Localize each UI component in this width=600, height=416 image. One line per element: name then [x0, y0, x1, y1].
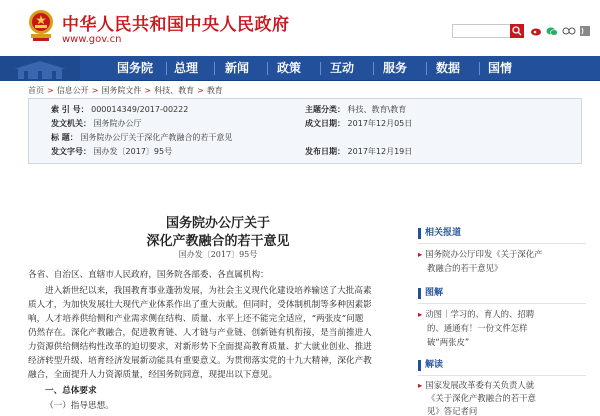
article-paragraph-line: 仍然存在。深化产教融合，促进教育链、人才链与产业链、创新链有机衔接，是当前推进人	[28, 328, 372, 338]
document-info-table	[28, 98, 582, 164]
national-emblem-logo[interactable]	[28, 8, 54, 42]
tiananmen-banner-icon	[0, 56, 80, 81]
sidebar-illustration-item-cont[interactable]: 的、通通有！一份文件怎样	[427, 323, 528, 333]
info-pubdate-row	[305, 146, 412, 157]
article-doc-number: 国办发〔2017〕95号	[178, 250, 258, 259]
info-title-label: 标 题：	[51, 133, 78, 142]
nav-item-news[interactable]: 新闻	[224, 61, 249, 75]
info-index-row	[51, 104, 188, 115]
sidebar-illustration-item-cont[interactable]: 破“两张皮”	[427, 337, 470, 347]
breadcrumb-state-council-docs[interactable]: 国务院文件	[101, 86, 142, 95]
sidebar-related-item[interactable]: ▸ 国务院办公厅印发《关于深化产	[418, 249, 543, 259]
sidebar-divider	[418, 303, 586, 304]
nav-item-national-conditions[interactable]: 国情	[487, 61, 512, 75]
nav-item-policy[interactable]: 政策	[276, 61, 301, 75]
info-docno-value: 国办发〔2017〕95号	[93, 147, 173, 156]
search-input[interactable]	[452, 24, 512, 38]
wechat-icon[interactable]	[546, 26, 558, 36]
article-paragraph-line: 融合，全面提升人力资源质量，经国务院同意，现提出以下意见。	[28, 370, 278, 380]
rss-icon[interactable]	[580, 26, 590, 36]
info-title-row	[51, 132, 232, 143]
bullet-arrow-icon: ▸	[418, 309, 423, 319]
sidebar-illustration-title: 图解	[418, 288, 443, 299]
article-subsection-heading: （一）指导思想。	[45, 401, 114, 411]
info-docno-row	[51, 146, 172, 157]
info-docno-label: 发文字号：	[51, 147, 91, 156]
article-title-line2: 深化产教融合的若干意见	[146, 234, 290, 249]
article-paragraph-line: 经济转型升级、培育经济发展新动能具有重要意义。为贯彻落实党的十九大精神，深化产教	[28, 356, 372, 366]
info-pubdate-value: 2017年12月19日	[347, 147, 413, 156]
sidebar-interpret-title: 解读	[418, 360, 443, 371]
info-subject-row	[305, 104, 406, 115]
nav-item-data[interactable]: 数据	[435, 61, 460, 75]
info-date-value: 2017年12月05日	[347, 119, 413, 128]
sidebar-divider	[418, 375, 586, 376]
info-date-row	[305, 118, 412, 129]
info-subject-label: 主题分类：	[305, 105, 345, 114]
info-subject-value: 科技、教育\教育	[347, 105, 407, 114]
article-section-heading: 一、总体要求	[45, 386, 97, 396]
article-paragraph-line: 进入新世纪以来，我国教育事业蓬勃发展，为社会主义现代化建设培养输送了大批高素	[45, 286, 372, 296]
breadcrumb-home[interactable]: 首页	[28, 86, 44, 95]
sidebar-related-item-cont[interactable]: 教融合的若干意见》	[427, 263, 503, 273]
article-paragraph-line: 响，人才培养供给侧和产业需求侧在结构、质量、水平上还不能完全适应，“两张皮”问题	[28, 314, 364, 324]
sidebar-interpret-item-cont[interactable]: 《关于深化产教融合的若干意	[427, 393, 536, 403]
weibo-icon[interactable]	[530, 26, 542, 36]
breadcrumb: 首页 > 信息公开 > 国务院文件 > 科技、教育 > 教育	[28, 86, 223, 95]
sidebar	[418, 170, 588, 416]
search-icon	[510, 24, 524, 38]
info-title-value: 国务院办公厅关于深化产教融合的若干意见	[80, 133, 233, 142]
info-pubdate-label: 发布日期：	[305, 147, 345, 156]
info-issuer-row	[51, 118, 142, 129]
sidebar-interpret-item-cont[interactable]: 见》答记者问	[427, 406, 478, 416]
article-paragraph-line: 质人才，为加快发展壮大现代产业体系作出了重大贡献。但同时，受体制机制等多种因素影	[28, 300, 372, 310]
tencent-weibo-icon[interactable]	[562, 26, 576, 36]
article-paragraph-line: 力资源供给侧结构性改革的迫切要求，对新形势下全面提高教育质量、扩大就业创业、推进	[28, 342, 372, 352]
sidebar-interpret-item[interactable]: ▸ 国家发展改革委有关负责人就	[418, 380, 535, 390]
sidebar-related-title: 相关报道	[418, 228, 461, 239]
article-paragraph-line: 各省、自治区、直辖市人民政府，国务院各部委、各直属机构：	[28, 270, 269, 280]
breadcrumb-info-disclosure[interactable]: 信息公开	[56, 86, 89, 95]
nav-item-state-council[interactable]: 国务院	[116, 61, 153, 75]
breadcrumb-education[interactable]: 教育	[206, 86, 223, 95]
search-button[interactable]	[510, 24, 524, 38]
site-title[interactable]: 中华人民共和国中央人民政府	[62, 15, 290, 35]
info-index-value: 000014349/2017-00222	[91, 105, 189, 114]
main-nav	[0, 56, 600, 81]
nav-item-services[interactable]: 服务	[382, 61, 407, 75]
nav-item-premier[interactable]: 总理	[173, 61, 198, 75]
bullet-arrow-icon: ▸	[418, 380, 423, 390]
info-date-label: 成文日期：	[305, 119, 345, 128]
info-index-label: 索 引 号：	[51, 105, 89, 114]
site-header	[0, 0, 600, 56]
nav-item-interaction[interactable]: 互动	[329, 61, 354, 75]
article-body	[28, 170, 408, 416]
info-issuer-value: 国务院办公厅	[93, 119, 142, 128]
sidebar-illustration-item[interactable]: ▸ 动图｜学习的、育人的、招聘	[418, 309, 535, 319]
sidebar-divider	[418, 243, 586, 244]
breadcrumb-sci-edu[interactable]: 科技、教育	[154, 86, 195, 95]
bullet-arrow-icon: ▸	[418, 249, 423, 259]
article-title-line1: 国务院办公厅关于	[165, 216, 270, 231]
site-url[interactable]: www.gov.cn	[62, 34, 122, 45]
info-issuer-label: 发文机关：	[51, 119, 91, 128]
